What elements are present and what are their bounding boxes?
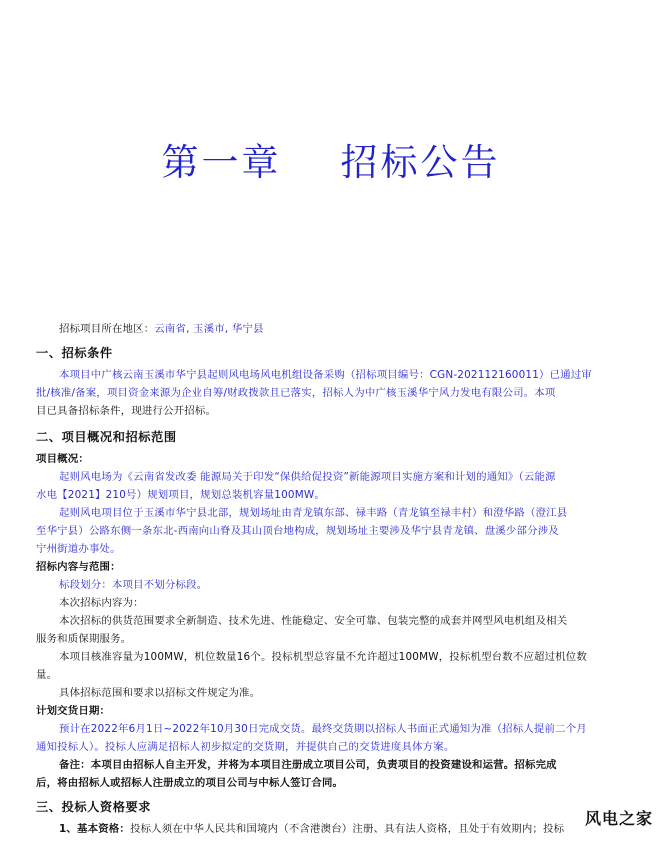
section-3-item-1-text: 投标人须在中华人民共和国境内（不含港澳台）注册、具有法人资格，且处于有效期内；投标 — [129, 823, 565, 835]
delivery-label: 计划交货日期： — [36, 705, 111, 717]
scope-line: 服务和质保期服务。 — [36, 633, 132, 645]
section-1-heading: 一、招标条件 — [36, 346, 113, 360]
project-location-label: 招标项目所在地区： — [59, 323, 155, 335]
scope-line: 具体招标范围和要求以招标文件规定为准。 — [59, 687, 261, 699]
section-1-line: 本项目中广核云南玉溪市华宁县起则风电场风电机组设备采购（招标项目编号：CGN-202112160011）已通过审 — [59, 369, 592, 381]
section-1-line: 批/核准/备案，项目资金来源为企业自筹/财政拨款且已落实，招标人为中广核玉溪华宁风力发电有限公司。本项 — [36, 387, 556, 399]
overview-line: 宁州街道办事处。 — [36, 543, 121, 555]
scope-line: 本次招标内容为： — [59, 597, 144, 609]
section-3-item-1-label: 1、基本资格： — [59, 823, 130, 835]
overview-line: 起则风电项目位于玉溪市华宁县北部，规划场址由青龙镇东部、禄丰路（青龙镇至禄丰村）和澄华路（澄江县 — [59, 507, 568, 519]
overview-label: 项目概况： — [36, 453, 89, 465]
note-line: 备注：本项目由招标人自主开发，并将为本项目注册成立项目公司，负责项目的投资建设和运营。招标完成 — [59, 759, 557, 771]
overview-line: 水电【2021】210号）规划项目，规划总装机容量100MW。 — [36, 489, 325, 501]
section-2-heading: 二、项目概况和招标范围 — [36, 430, 177, 444]
overview-line: 至华宁县）公路东侧一条东北-西南向山脊及其山顶台地构成，规划场址主要涉及华宁县青龙镇、盘溪少部分涉及 — [36, 525, 559, 537]
section-1-line: 目已具备招标条件，现进行公开招标。 — [36, 405, 217, 417]
scope-label: 招标内容与范围： — [36, 561, 121, 573]
delivery-line: 通知投标人）。投标人应满足招标人初步拟定的交货期，并提供自己的交货进度具体方案。 — [36, 741, 455, 753]
overview-line: 起则风电场为《云南省发改委 能源局关于印发“保供给促投资”新能源项目实施方案和计划的通知》（云能源 — [59, 471, 556, 483]
scope-line: 本项目核准容量为100MW，机位数量16个。投标机型总容量不允许超过100MW，投标机型台数不应超过机位数 — [59, 651, 587, 663]
section-3-item-1 — [59, 822, 564, 837]
section-3-heading: 三、投标人资格要求 — [36, 800, 152, 814]
chapter-title: 第一章 招标公告 — [161, 141, 501, 184]
scope-line: 标段划分：本项目不划分标段。 — [59, 579, 208, 591]
note-line: 后，将由招标人或招标人注册成立的项目公司与中标人签订合同。 — [36, 777, 344, 789]
scope-line: 本次招标的供货范围要求全新制造、技术先进、性能稳定、安全可靠、包装完整的成套并网型风电机组及相关 — [59, 615, 568, 627]
scope-line: 量。 — [36, 669, 58, 681]
project-location-value: 云南省, 玉溪市, 华宁县 — [154, 323, 264, 335]
watermark: 风电之家 — [582, 806, 656, 829]
project-location-line — [59, 322, 264, 337]
delivery-line: 预计在2022年6月1日~2022年10月30日完成交货。最终交货期以招标人书面正式通知为准（招标人提前二个月 — [59, 723, 587, 735]
